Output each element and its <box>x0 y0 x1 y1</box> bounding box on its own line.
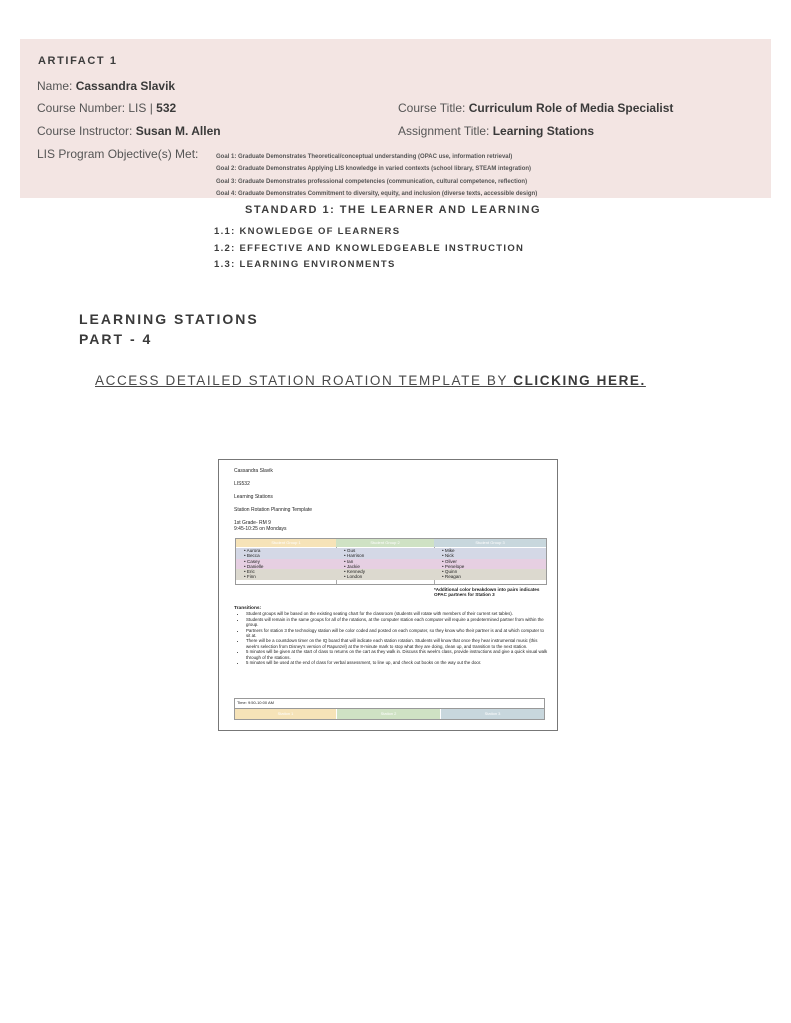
template-preview-image <box>218 459 558 731</box>
preview-line: 1st Grade- RM 9 <box>234 520 271 526</box>
pairs-note: *Additional color breakdown into pairs indicates OPAC partners for Station 3 <box>434 587 540 598</box>
transition-item: • Student groups will be based on the existing seating chart for the classroom (students will rotate with members of their current set tables). <box>246 611 548 616</box>
station-cell: Station 1 <box>235 709 336 719</box>
time-label: Time: 9:50-10:00 AM <box>237 700 274 705</box>
transitions-block <box>234 606 548 665</box>
name-label: Name: <box>37 79 76 93</box>
student-name: • Reagan <box>434 574 546 579</box>
group-names <box>336 548 434 580</box>
student-name: • Ian <box>336 559 434 564</box>
section-heading-line1: LEARNING STATIONS <box>79 311 259 327</box>
assignment-value: Learning Stations <box>492 124 595 138</box>
preview-line: Station Rotation Planning Template <box>234 507 313 513</box>
group-header: Student Group 2 <box>336 539 434 547</box>
student-name: • Oliver <box>434 559 546 564</box>
student-name: • Kennedy <box>336 569 434 574</box>
template-link-bold[interactable]: CLICKING HERE. <box>513 373 646 388</box>
course-number-label: Course Number: LIS | <box>37 101 157 115</box>
group-column <box>236 539 337 584</box>
student-name: • Finn <box>236 574 336 579</box>
group-header: Student Group 1 <box>236 539 336 547</box>
course-title-value: Curriculum Role of Media Specialist <box>468 101 674 115</box>
goal-item: Goal 1: Graduate Demonstrates Theoretical/conceptual understanding (OPAC use, information retrieval) <box>216 154 513 160</box>
student-name: • Nick <box>434 553 546 558</box>
instructor-row <box>37 124 221 138</box>
instructor-label: Course Instructor: <box>37 124 136 138</box>
section-heading <box>79 309 259 349</box>
template-link-text[interactable]: ACCESS DETAILED STATION ROATION TEMPLATE BY <box>95 373 514 388</box>
stations-table <box>234 698 545 720</box>
goal-item: Goal 3: Graduate Demonstrates professional competencies (communication, cultural competence, reflection) <box>216 178 528 185</box>
station-cell: Station 2 <box>337 709 440 719</box>
student-name: • Mike <box>434 548 546 553</box>
objectives-label: LIS Program Objective(s) Met: <box>37 147 199 161</box>
transition-item: • Partners for station 3 the technology station will be color coded and posted on each computer, so they know who their partner is and at which computer to sit at. <box>246 628 548 639</box>
student-name: • Danielle <box>236 564 336 569</box>
student-name: • Jackie <box>336 564 434 569</box>
standard-item: 1.1: KNOWLEDGE OF LEARNERS <box>214 226 401 237</box>
group-header: Student Group 3 <box>434 539 546 547</box>
name-row <box>37 79 175 93</box>
course-number-value: 532 <box>156 101 177 115</box>
standard-item: 1.2: EFFECTIVE AND KNOWLEDGEABLE INSTRUCTION <box>214 242 525 254</box>
student-name: • Becca <box>236 553 336 558</box>
student-name: • Eric <box>236 569 336 574</box>
template-link[interactable] <box>95 373 646 388</box>
standard-item: 1.3: LEARNING ENVIRONMENTS <box>214 259 396 270</box>
name-value: Cassandra Slavik <box>75 79 176 93</box>
group-column <box>336 539 435 584</box>
station-cell: Station 3 <box>441 709 544 719</box>
assignment-label: Assignment Title: <box>398 124 493 138</box>
transition-item: • There will be a countdown timer on the IQ board that will indicate each station rotation. Students will know that once they hear instrumental music (this week's selection from Disney's version of Rapunzel) at the 8-minute mark to stop what they are doing, clean up, and transition to the next station. <box>246 638 548 649</box>
preview-line: LIS532 <box>234 481 250 487</box>
goals-list <box>216 151 537 201</box>
goal-item: Goal 4: Graduate Demonstrates Commitment to diversity, equity, and inclusion (diverse texts, accessible design) <box>216 191 538 198</box>
transitions-title: Transitions: <box>234 606 262 611</box>
student-name: • Quinn <box>434 569 546 574</box>
goal-item: Goal 2: Graduate Demonstrates Applying LIS knowledge in varied contexts (school library, STEAM integration) <box>216 166 532 173</box>
assignment-row <box>398 124 594 138</box>
student-name: • Casey <box>236 559 336 564</box>
course-number-row <box>37 101 176 115</box>
standard-items <box>214 224 524 274</box>
transition-item: • 5 minutes will be used at the end of class for verbal assessment, to line up, and check out books on the way out the door. <box>246 660 548 665</box>
student-name: • Harrison <box>336 553 434 558</box>
group-names <box>434 548 546 580</box>
standard-title: STANDARD 1: THE LEARNER AND LEARNING <box>245 204 541 216</box>
artifact-title: ARTIFACT 1 <box>38 55 118 67</box>
preview-line: Learning Stations <box>234 494 273 500</box>
group-column <box>434 539 546 584</box>
student-name: • Penelope <box>434 564 546 569</box>
transition-item: • 5 minutes will be given at the start of class to returns on the cart as they walk in. Discuss this week's class, provide instructions and give a quick visual walk through of the stations. <box>246 649 548 660</box>
student-name: • Aurora <box>236 548 336 553</box>
section-heading-line2: PART - 4 <box>79 331 153 347</box>
course-title-row <box>398 101 673 115</box>
transition-item: • Students will remain in the same groups for all of the rotations, at the computer station each computer will require a predetermined partner from within the group. <box>246 617 548 628</box>
groups-table <box>235 538 547 585</box>
preview-line: Cassandra Slavik <box>234 468 273 474</box>
course-title-label: Course Title: <box>398 101 469 115</box>
instructor-value: Susan M. Allen <box>135 124 221 138</box>
group-names <box>236 548 336 580</box>
student-name: • Gus <box>336 548 434 553</box>
student-name: • London <box>336 574 434 579</box>
preview-line: 9:45-10:25 on Mondays <box>234 526 287 532</box>
